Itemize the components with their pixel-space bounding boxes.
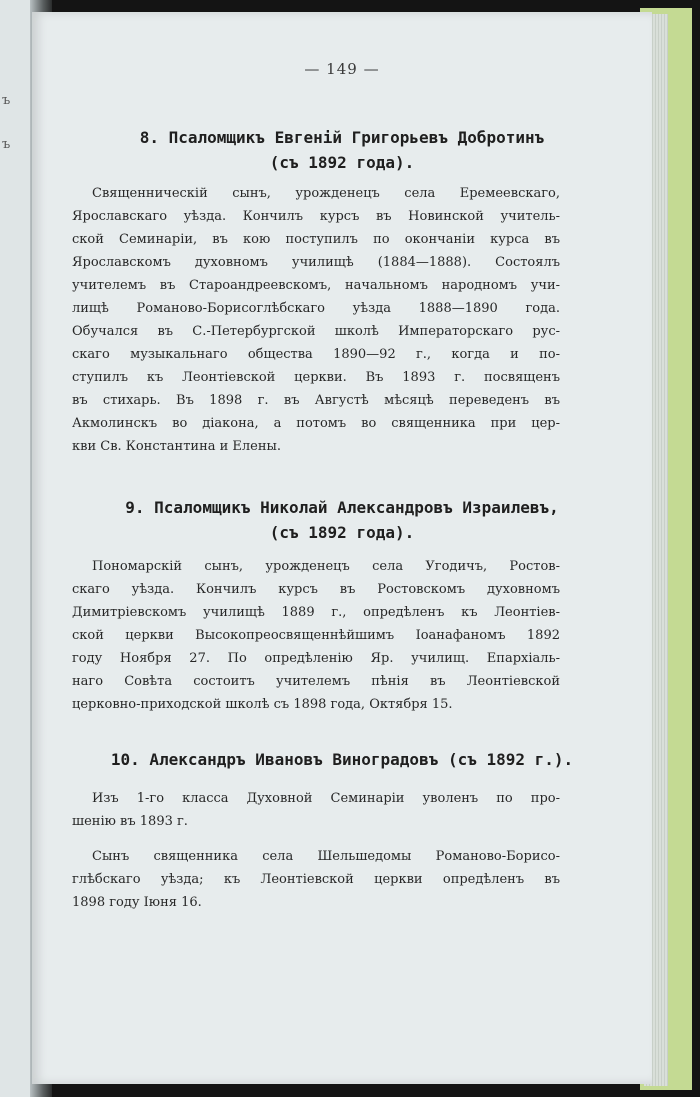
facing-page-fragment: ъ — [2, 93, 11, 108]
section-heading-8 — [72, 125, 612, 175]
text-line: Димитріевскомъ училищѣ 1889 г., опредѣленъ къ Леонтіев- — [72, 605, 560, 620]
text-line: скаго музыкальнаго общества 1890—92 г., когда и по- — [72, 347, 560, 362]
heading-line: (съ 1892 года). — [269, 153, 415, 172]
section-9-paragraph — [72, 555, 560, 716]
text-line: Обучался въ С.-Петербургской школѣ Императорскаго рус- — [72, 324, 560, 339]
heading-line: 8. Псаломщикъ Евгеній Григорьевъ Добротинъ — [139, 128, 545, 147]
text-line: лищѣ Романово-Борисоглѣбскаго уѣзда 1888—1890 года. — [72, 301, 560, 316]
text-line: шенію въ 1893 г. — [72, 814, 188, 829]
text-line: Изъ 1-го класса Духовной Семинаріи уволенъ по про- — [92, 791, 560, 806]
text-line: скаго уѣзда. Кончилъ курсъ въ Ростовскомъ духовномъ — [72, 582, 560, 597]
text-line: Пономарскій сынъ, урожденецъ села Угодичъ, Ростов- — [92, 559, 560, 574]
page-number: — 149 — — [304, 60, 380, 78]
text-line: Ярославскомъ духовномъ училищѣ (1884—1888). Состоялъ — [72, 255, 560, 270]
text-line: Священническій сынъ, урожденецъ села Еремеевскаго, — [92, 186, 560, 201]
text-line: въ стихарь. Въ 1898 г. въ Августѣ мѣсяцѣ переведенъ въ — [72, 393, 560, 408]
text-line: году Ноября 27. По опредѣленію Яр. училищ. Епархіаль- — [72, 651, 560, 666]
text-line: наго Совѣта состоитъ учителемъ пѣнія въ Леонтіевской — [72, 674, 560, 689]
section-heading-9 — [72, 495, 612, 545]
text-line: учителемъ въ Староандреевскомъ, начальномъ народномъ учи- — [72, 278, 560, 293]
text-line: кви Св. Константина и Елены. — [72, 439, 281, 454]
text-line: 1898 году Іюня 16. — [72, 895, 202, 910]
heading-line: 9. Псаломщикъ Николай Александровъ Израилевъ, — [125, 498, 559, 517]
text-line: ступилъ къ Леонтіевской церкви. Въ 1893 г. посвященъ — [72, 370, 560, 385]
text-line: церковно-приходской школѣ съ 1898 года, Октября 15. — [72, 697, 453, 712]
section-heading-10 — [72, 747, 612, 772]
text-line: Акмолинскъ во діакона, а потомъ во священника при цер- — [72, 416, 560, 431]
book-page — [32, 12, 652, 1084]
section-8-paragraph — [72, 182, 560, 458]
text-line: Ярославскаго уѣзда. Кончилъ курсъ въ Новинской учитель- — [72, 209, 560, 224]
section-10-paragraph-1 — [72, 787, 560, 833]
heading-line: (съ 1892 года). — [269, 523, 415, 542]
text-line: глѣбскаго уѣзда; къ Леонтіевской церкви опредѣленъ въ — [72, 872, 560, 887]
text-line: Сынъ священника села Шельшедомы Романово-Борисо- — [92, 849, 560, 864]
section-10-paragraph-2 — [72, 845, 560, 914]
heading-line: 10. Александръ Ивановъ Виноградовъ (съ 1892 г.). — [110, 750, 574, 769]
text-line: ской Семинаріи, въ кою поступилъ по окончаніи курса въ — [72, 232, 560, 247]
facing-page-fragment: ъ — [2, 137, 11, 152]
text-line: ской церкви Высокопреосвященнѣйшимъ Іоанафаномъ 1892 — [72, 628, 560, 643]
